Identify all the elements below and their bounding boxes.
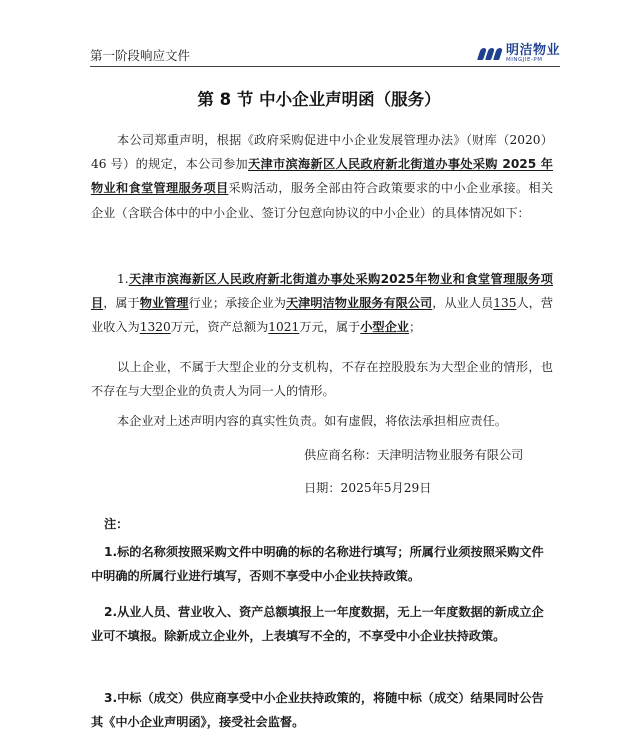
item-project-name: 天津市滨海新区人民政府新北街道办事处采购2025年物业和食堂管理服务项目: [91, 272, 553, 311]
item-text: 万元，属于: [299, 320, 361, 335]
not-large-enterprise-paragraph: 以上企业，不属于大型企业的分支机构，不存在控股股东为大型企业的情形，也不存在与大型企业的负责人为同一人的情形。: [91, 360, 553, 399]
enterprise-item-1: [91, 267, 553, 340]
item-text: 行业；承接企业为: [188, 296, 286, 311]
note-1: 1.标的名称须按照采购文件中明确的标的名称进行填写；所属行业须按照采购文件中明确的所属行业进行填写，否则不享受中小企业扶持政策。: [91, 545, 544, 584]
item-company: 天津明洁物业服务有限公司: [286, 296, 433, 311]
page-header: [90, 44, 560, 66]
note-3: 3.中标（成交）供应商享受中小企业扶持政策的，将随中标（成交）结果同时公告其《中小企业声明函》，接受社会监督。: [91, 691, 544, 730]
item-text: ；: [409, 320, 422, 335]
declaration-date: 日期：2025年5月29日: [304, 481, 432, 495]
item-staff: 135: [493, 296, 517, 311]
logo-mark-icon: [477, 47, 503, 61]
item-text: ，属于: [103, 296, 140, 311]
item-assets: 1021: [268, 320, 300, 335]
intro-text-2: 采购活动，服务全部由符合政策要求的中小企业承接。相关企业（含联合体中的中小企业、签订分包意向协议的中小企业）的具体情况如下：: [91, 181, 554, 220]
logo-cn-text: 明洁物业: [505, 43, 560, 59]
header-divider: [90, 66, 560, 67]
item-industry: 物业管理: [139, 296, 189, 311]
note-2: 2.从业人员、营业收入、资产总额填报上一年度数据，无上一年度数据的新成立企业可不填报。除新成立企业外，上表填写不全的，不享受中小企业扶持政策。: [91, 605, 544, 644]
company-logo: [477, 44, 560, 64]
item-text: 人，营业收入为: [91, 296, 554, 335]
item-enterprise-size: 小型企业: [360, 320, 409, 335]
intro-paragraph: [91, 128, 553, 225]
notes-label: 注：: [104, 517, 129, 531]
intro-project-name: 天津市滨海新区人民政府新北街道办事处采购 2025 年物业和食堂管理服务项目: [91, 157, 553, 196]
page-title: 第 8 节 中小企业声明函（服务）: [197, 90, 441, 109]
item-text: 万元，资产总额为: [170, 320, 269, 335]
logo-en-text: MINGJIE-PM: [505, 57, 543, 64]
item-number: 1.: [117, 272, 129, 286]
item-text: ，从业人员: [432, 296, 494, 311]
responsibility-paragraph: 本企业对上述声明内容的真实性负责。如有虚假，将依法承担相应责任。: [117, 414, 507, 428]
header-title: 第一阶段响应文件: [90, 48, 191, 63]
intro-text-1: 本公司郑重声明，根据《政府采购促进中小企业发展管理办法》（财库（2020）46 号）的规定，本公司参加: [91, 133, 553, 172]
supplier-name: 供应商名称：天津明洁物业服务有限公司: [304, 448, 524, 462]
item-revenue: 1320: [139, 320, 171, 335]
